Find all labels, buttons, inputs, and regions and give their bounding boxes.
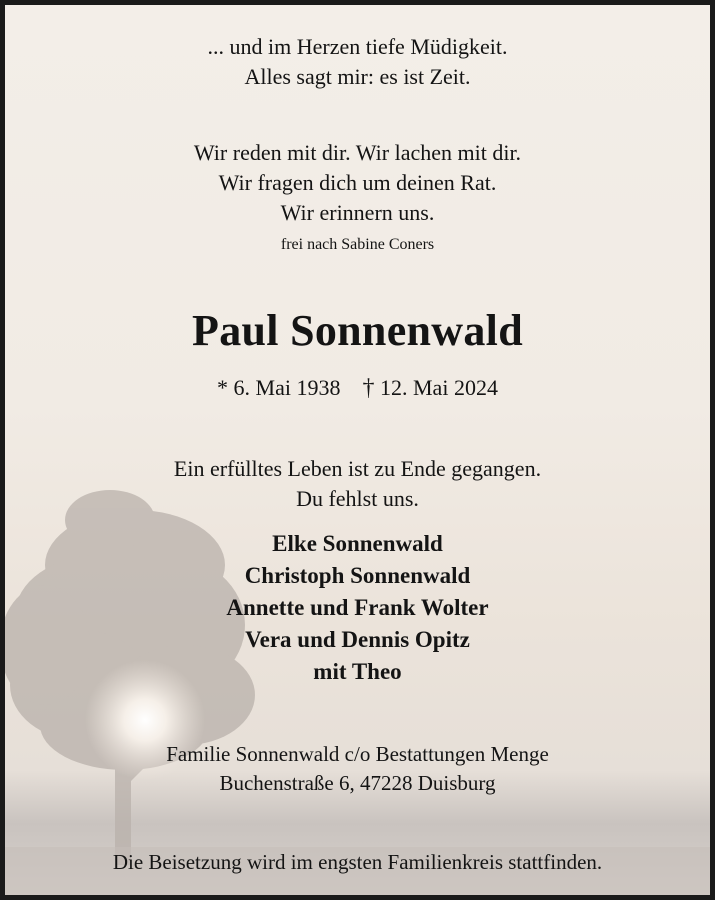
message-line: Ein erfülltes Leben ist zu Ende gegangen. [173, 456, 542, 481]
message-line: Du fehlst uns. [296, 486, 419, 511]
mourner-name: Annette und Frank Wolter [226, 595, 489, 620]
mourner-name: Vera und Dennis Opitz [245, 627, 470, 652]
birth-date: * 6. Mai 1938 [217, 375, 341, 400]
deceased-name: Paul Sonnenwald [192, 306, 523, 355]
poem-credit: frei nach Sabine Coners [280, 236, 435, 253]
poem-line: Wir erinnern uns. [280, 200, 435, 225]
poem-intro [5, 32, 710, 92]
mourners-list [5, 528, 710, 688]
poem-line: Wir fragen dich um deinen Rat. [218, 170, 497, 195]
burial-note: Die Beisetzung wird im engsten Familienkreis stattfinden. [112, 850, 603, 874]
address-line: Buchenstraße 6, 47228 Duisburg [219, 771, 496, 795]
mourner-name: mit Theo [313, 659, 402, 684]
mourner-name: Christoph Sonnenwald [244, 563, 471, 588]
farewell-message [5, 454, 710, 514]
poem-main [5, 138, 710, 228]
poem-line: Wir reden mit dir. Wir lachen mit dir. [193, 140, 522, 165]
cross-icon: † [362, 375, 375, 401]
mourner-name: Elke Sonnenwald [272, 531, 443, 556]
poem-line: ... und im Herzen tiefe Müdigkeit. [207, 34, 508, 59]
address-line: Familie Sonnenwald c/o Bestattungen Menge [166, 742, 549, 766]
contact-address [5, 740, 710, 798]
death-date: 12. Mai 2024 [380, 375, 498, 400]
poem-line: Alles sagt mir: es ist Zeit. [244, 64, 471, 89]
life-dates [5, 373, 710, 403]
